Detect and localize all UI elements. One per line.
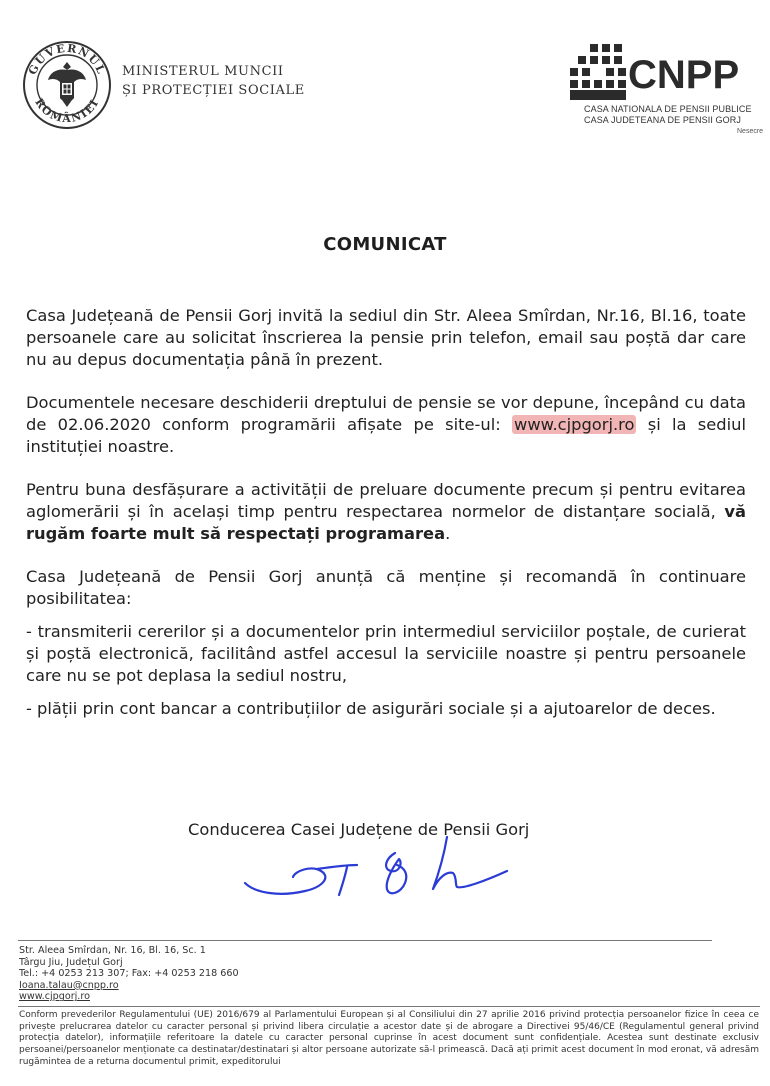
contact-address (19, 945, 239, 1003)
footer-website-link[interactable]: www.cjpgorj.ro (19, 991, 90, 1003)
svg-text:GUVERNUL: GUVERNUL (25, 41, 109, 77)
document-title: COMUNICAT (323, 234, 447, 255)
cnpp-logo (568, 42, 768, 102)
gdpr-notice: Conform prevederilor Regulamentului (UE) 2016/679 al Parlamentului European și al Consiliului din 27 aprilie 2016 privind protecția persoanelor fizice în ceea ce privește prelucrarea datelor cu caracter personal și privind libera circulație a acestor date și de abrogare a Directivei 95/46/CE (Regulamentul general privind protecția datelor), informațiile referitoare la datele cu caracter personal cuprinse în acest document sunt confidențiale. Acestea sunt destinate exclusiv persoanei/persoanelor menționate ca destinatar/destinatari și altor persoane autorizate să-l primească. Dacă ați primit acest document în mod eronat, vă adresăm rugămintea de a returna documentul primit, expeditorului (19, 1010, 759, 1067)
document-body (26, 305, 746, 720)
website-link[interactable]: www.cjpgorj.ro (514, 415, 635, 434)
cnpp-subtitle (584, 104, 752, 126)
ministry-name (122, 62, 305, 100)
paragraph-schedule-emphasis: vă rugăm foarte mult să respectați programarea (26, 502, 746, 543)
paragraph-invitation: Casa Județeană de Pensii Gorj invită la sediul din Str. Aleea Smîrdan, Nr.16, Bl.16, toate persoanele care au solicitat înscrierea la pensie prin telefon, email sau poștă dar care nu au depus documentația până în prezent. (26, 306, 746, 369)
paragraph-schedule-end: . (445, 524, 451, 543)
paragraph-recommendation: Casa Județeană de Pensii Gorj anunță că menține și recomandă în continuare posibilitatea: (26, 567, 746, 608)
cnpp-subtitle-line-2: CASA JUDETEANA DE PENSII GORJ (584, 115, 741, 125)
ministry-line-2: ȘI PROTECȚIEI SOCIALE (122, 83, 305, 98)
cnpp-logo-text: CNPP (628, 53, 740, 97)
list-item-bank: - plății prin cont bancar a contribuțiilor de asigurări sociale și a ajutoarelor de deces. (26, 699, 716, 718)
cnpp-classification-mark: Nesecre (737, 128, 764, 135)
handwritten-signature (235, 805, 535, 905)
email-link[interactable]: Ioana.talau@cnpp.ro (19, 979, 119, 991)
signature-line: Conducerea Casei Județene de Pensii Gorj (188, 820, 530, 839)
cnpp-subtitle-line-1: CASA NATIONALA DE PENSII PUBLICE (584, 104, 752, 114)
list-item-postal: - transmiterii cererilor și a documentelor prin intermediul serviciilor poștale, de curierat și poștă electronică, facilitând astfel accesul la serviciile noastre și pentru persoanele care nu se pot deplasa la sediul nostru, (26, 622, 746, 685)
address-city: Târgu Jiu, Județul Gorj (19, 956, 123, 968)
phone-fax: Tel.: +4 0253 213 307; Fax: +4 0253 218 660 (19, 968, 239, 980)
paragraph-schedule-text: Pentru buna desfășurare a activității de preluare documente precum și pentru evitarea aglomerării și în același timp pentru respectarea normelor de distanțare socială, (26, 480, 746, 521)
paragraph-documents (26, 392, 746, 458)
svg-text:ROMÂNIEI: ROMÂNIEI (32, 96, 102, 126)
paragraph-documents-end: și la sediul instituției noastre. (26, 415, 747, 456)
footer-divider (18, 940, 712, 941)
government-seal-logo (22, 40, 112, 130)
paragraph-schedule (26, 479, 746, 545)
address-street: Str. Aleea Smîrdan, Nr. 16, Bl. 16, Sc. 1 (19, 945, 206, 956)
gdpr-divider (18, 1006, 760, 1007)
paragraph-documents-text: Documentele necesare deschiderii dreptului de pensie se vor depune, începând cu data de 02.06.2020 conform programării afișate pe site-ul: (26, 393, 746, 434)
ministry-line-1: MINISTERUL MUNCII (122, 64, 284, 79)
